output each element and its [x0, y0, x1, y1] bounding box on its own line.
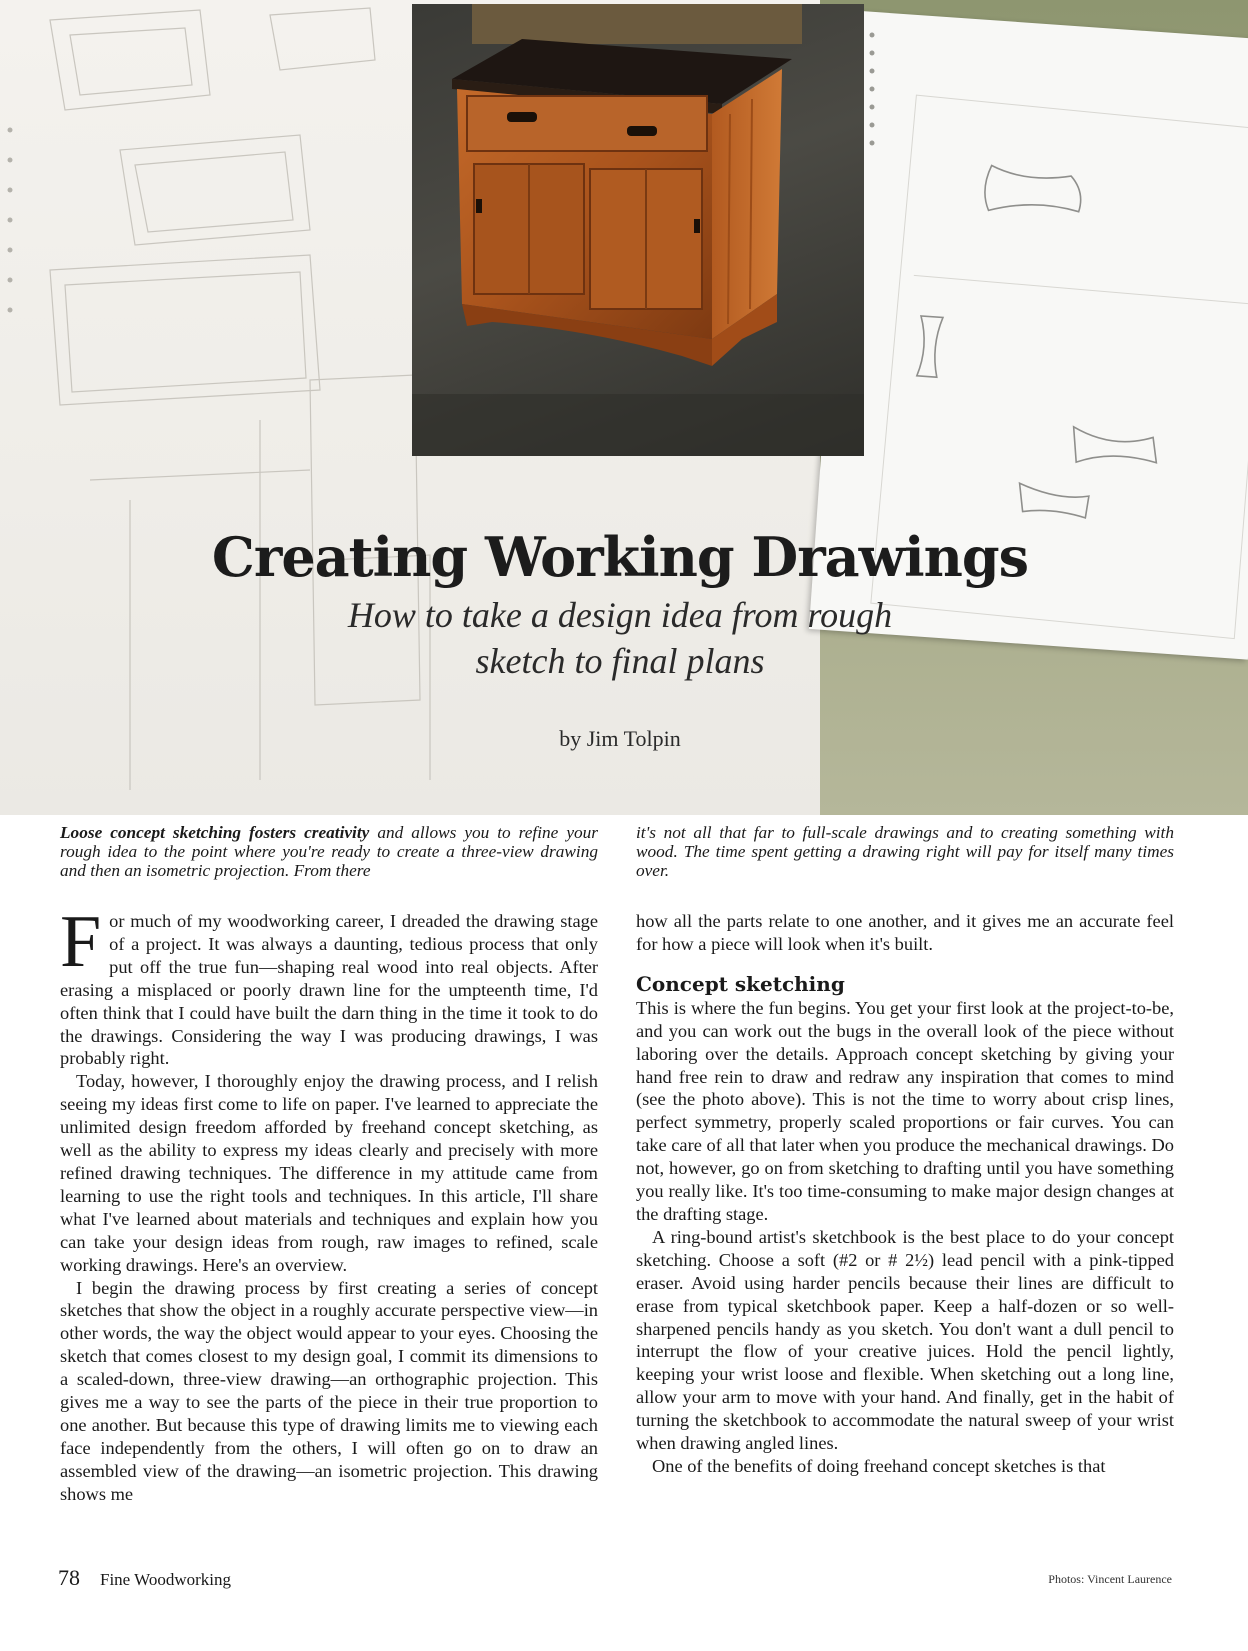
- cabinet-photo: [412, 4, 864, 456]
- paragraph: A ring-bound artist's sketchbook is the best place to do your concept sketching. Choose a soft (#2 or # 2½) lead pencil with a pink-tipped eraser. Avoid using harder pencils because their lines are difficult to erase from typical sketchbook paper. Keep a half-dozen or so well-sharpened pencils handy as you sketch. You don't want a dull pencil to interrupt the flow of your creative juices. Hold the pencil lightly, keeping your wrist loose and flexible. When sketching out a long line, allow your arm to move with your hand. And finally, get in the habit of turning the sketchbook to accommodate the natural sweep of your wrist when drawing angled lines.: [636, 1226, 1174, 1454]
- photo-credit: Photos: Vincent Laurence: [1048, 1572, 1172, 1586]
- page-number: 78: [58, 1565, 80, 1590]
- article-column-right: [636, 910, 1174, 1478]
- caption-right: it's not all that far to full-scale drawings and to creating something with wood. The time spent getting a drawing right will pay for itself many times over.: [636, 823, 1174, 880]
- paragraph-intro-text: or much of my woodworking career, I dreaded the drawing stage of a project. It was always a daunting, tedious process that only put off the true fun—shaping real wood into real objects. After erasing a misplaced or poorly drawn line for the umpteenth time, I'd often think that I could have built the darn thing in the time it took to do the drawings. Considering the way I was producing drawings, I was probably right.: [60, 911, 598, 1069]
- article-subtitle: [200, 592, 1040, 684]
- magazine-name: Fine Woodworking: [100, 1570, 232, 1589]
- drop-cap: F: [60, 901, 102, 983]
- paragraph: One of the benefits of doing freehand concept sketches is that: [652, 1455, 1106, 1476]
- subtitle-line-2: sketch to final plans: [475, 641, 765, 681]
- cabinet-illustration: [412, 4, 864, 456]
- caption-left: [60, 823, 598, 880]
- hero-photo-spread: [0, 0, 1248, 815]
- paragraph-continued: how all the parts relate to one another, and it gives me an accurate feel for how a piece will look when it's built.: [636, 911, 1174, 954]
- page-footer: [58, 1565, 231, 1591]
- paragraph: This is where the fun begins. You get your first look at the project-to-be, and you can work out the bugs in the overall look of the piece without laboring over the details. Approach concept sketching by giving your hand free rein to draw and redraw any inspiration that comes to mind (see the photo above). This is not the time to worry about crisp lines, perfect symmetry, properly scaled proportions or fair curves. You can take care of all that later when you produce the mechanical drawings. Do not, however, go on from sketching to drafting until you have something you really like. It's too time-consuming to make major design changes at the drafting stage.: [636, 997, 1174, 1224]
- sketchbook-spiral-left: [6, 120, 14, 320]
- byline: by Jim Tolpin: [559, 726, 681, 751]
- paragraph: I begin the drawing process by first creating a series of concept sketches that show the object in a roughly accurate perspective view—in other words, the way the object would appear to your eyes. Choosing the sketch that comes closest to my design goal, I commit its dimensions to a scaled-down, three-view drawing—an orthographic projection. This gives me a way to see the parts of the piece in their true proportion to one another. But because this type of drawing limits me to viewing each face independently from the others, I will often go on to draw an assembled view of the drawing—an isometric projection. This drawing shows me: [60, 1277, 598, 1504]
- article-column-left: [60, 901, 598, 1506]
- sketchbook-spiral-right: [868, 30, 876, 160]
- paragraph: Today, however, I thoroughly enjoy the drawing process, and I relish seeing my ideas first come to life on paper. I've learned to appreciate the unlimited design freedom afforded by freehand concept sketching, as well as the ability to express my ideas clearly and precisely with more refined drawing techniques. The difference in my attitude came from learning to use the right tools and techniques. In this article, I'll share what I've learned about materials and techniques and explain how you can take your design ideas from rough, raw images to refined, scale working drawings. Here's an overview.: [60, 1071, 598, 1275]
- concept-sketch-drawings: [10, 0, 450, 815]
- subtitle-line-1: How to take a design idea from rough: [347, 595, 893, 635]
- caption-left-text: and allows you to refine your rough idea to the point where you're ready to create a three-view drawing and then an isometric projection. From there: [60, 823, 598, 880]
- paragraph-intro: [60, 901, 598, 1070]
- article-title: Creating Working Drawings: [211, 525, 1029, 589]
- section-heading: Concept sketching: [636, 971, 845, 996]
- caption-lead: Loose concept sketching fosters creativity: [60, 823, 370, 842]
